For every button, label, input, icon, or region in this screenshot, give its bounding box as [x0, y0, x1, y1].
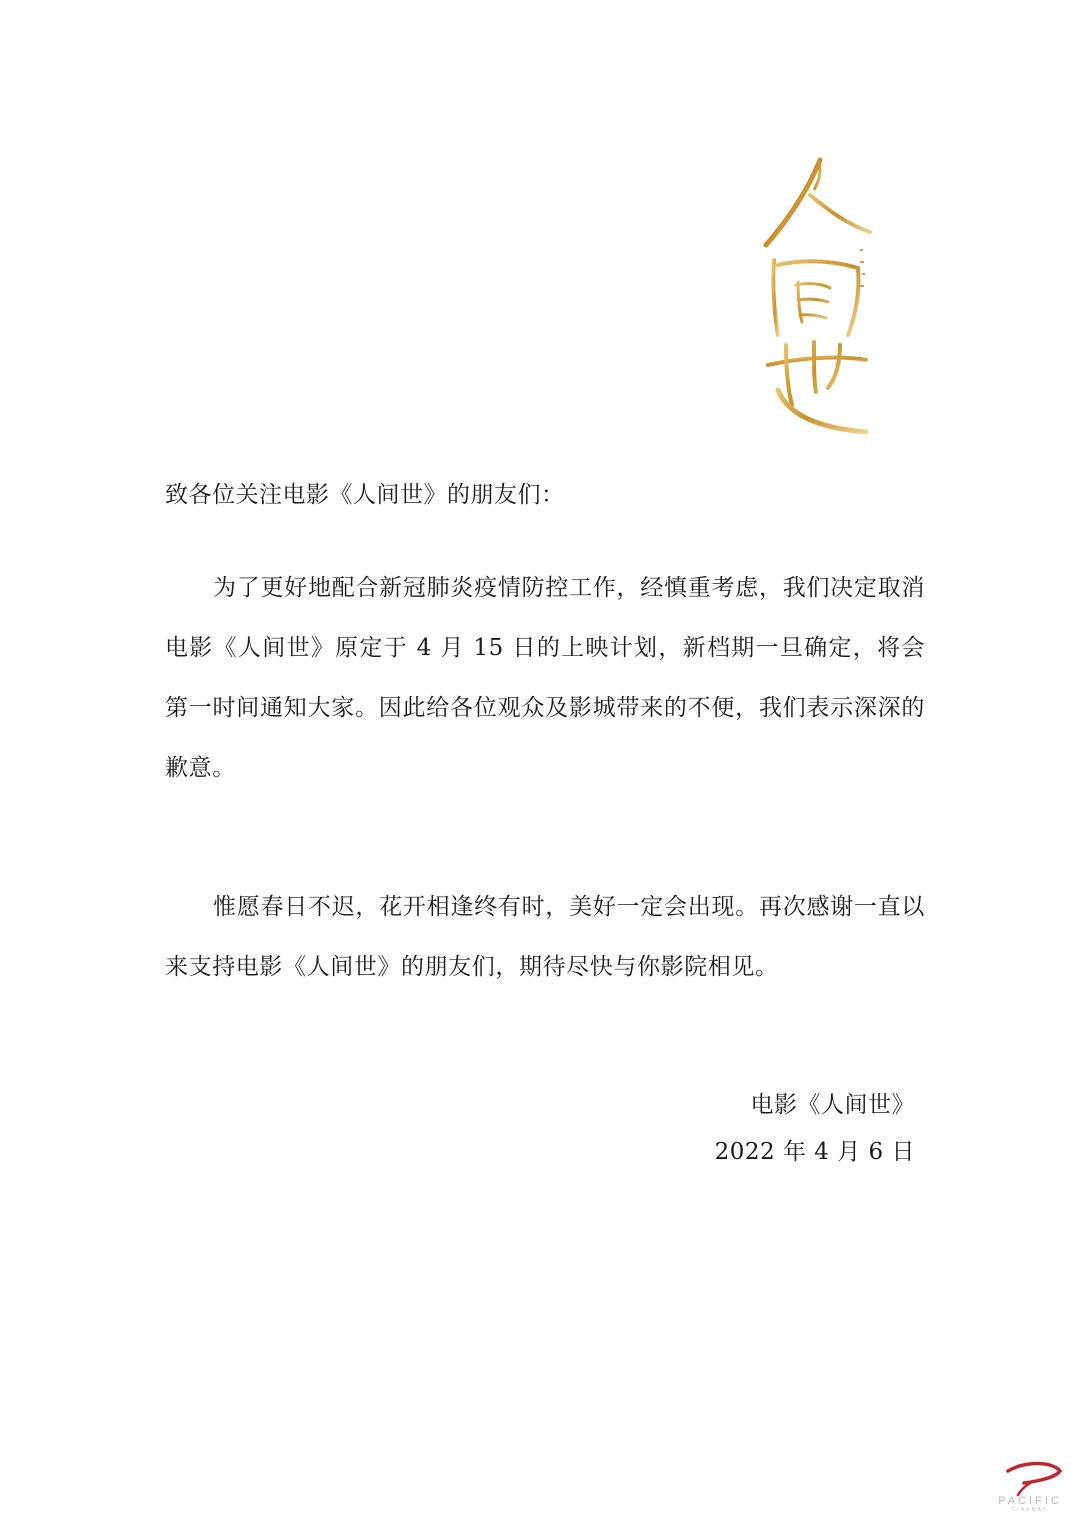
- pacific-cinemas-logo: [990, 1457, 1070, 1517]
- signature-date: 2022 年 4 月 6 日: [714, 1139, 915, 1165]
- calligraphy-logo-icon: [748, 150, 888, 450]
- signature-block: [715, 1090, 915, 1184]
- brand-name: PACIFIC: [998, 1495, 1062, 1507]
- paragraph-cancellation: 为了更好地配合新冠肺炎疫情防控工作，经慎重考虑，我们决定取消电影《人间世》原定于 4 月 15 日的上映计划，新档期一旦确定，将会第一时间通知大家。因此给各位观众及影城带来的不便，我们表示深深的歉意。: [165, 575, 925, 781]
- pacific-swoosh-icon: [990, 1457, 1070, 1497]
- signature-org: 电影《人间世》: [750, 1092, 915, 1118]
- brand-sub: CINEMAS: [1011, 1507, 1049, 1513]
- paragraph-thanks: 惟愿春日不迟，花开相逢终有时，美好一定会出现。再次感谢一直以来支持电影《人间世》的朋友们，期待尽快与你影院相见。: [165, 894, 925, 980]
- film-title-logo: [748, 150, 888, 450]
- letter-body: [165, 480, 925, 997]
- salutation: 致各位关注电影《人间世》的朋友们：: [165, 482, 565, 508]
